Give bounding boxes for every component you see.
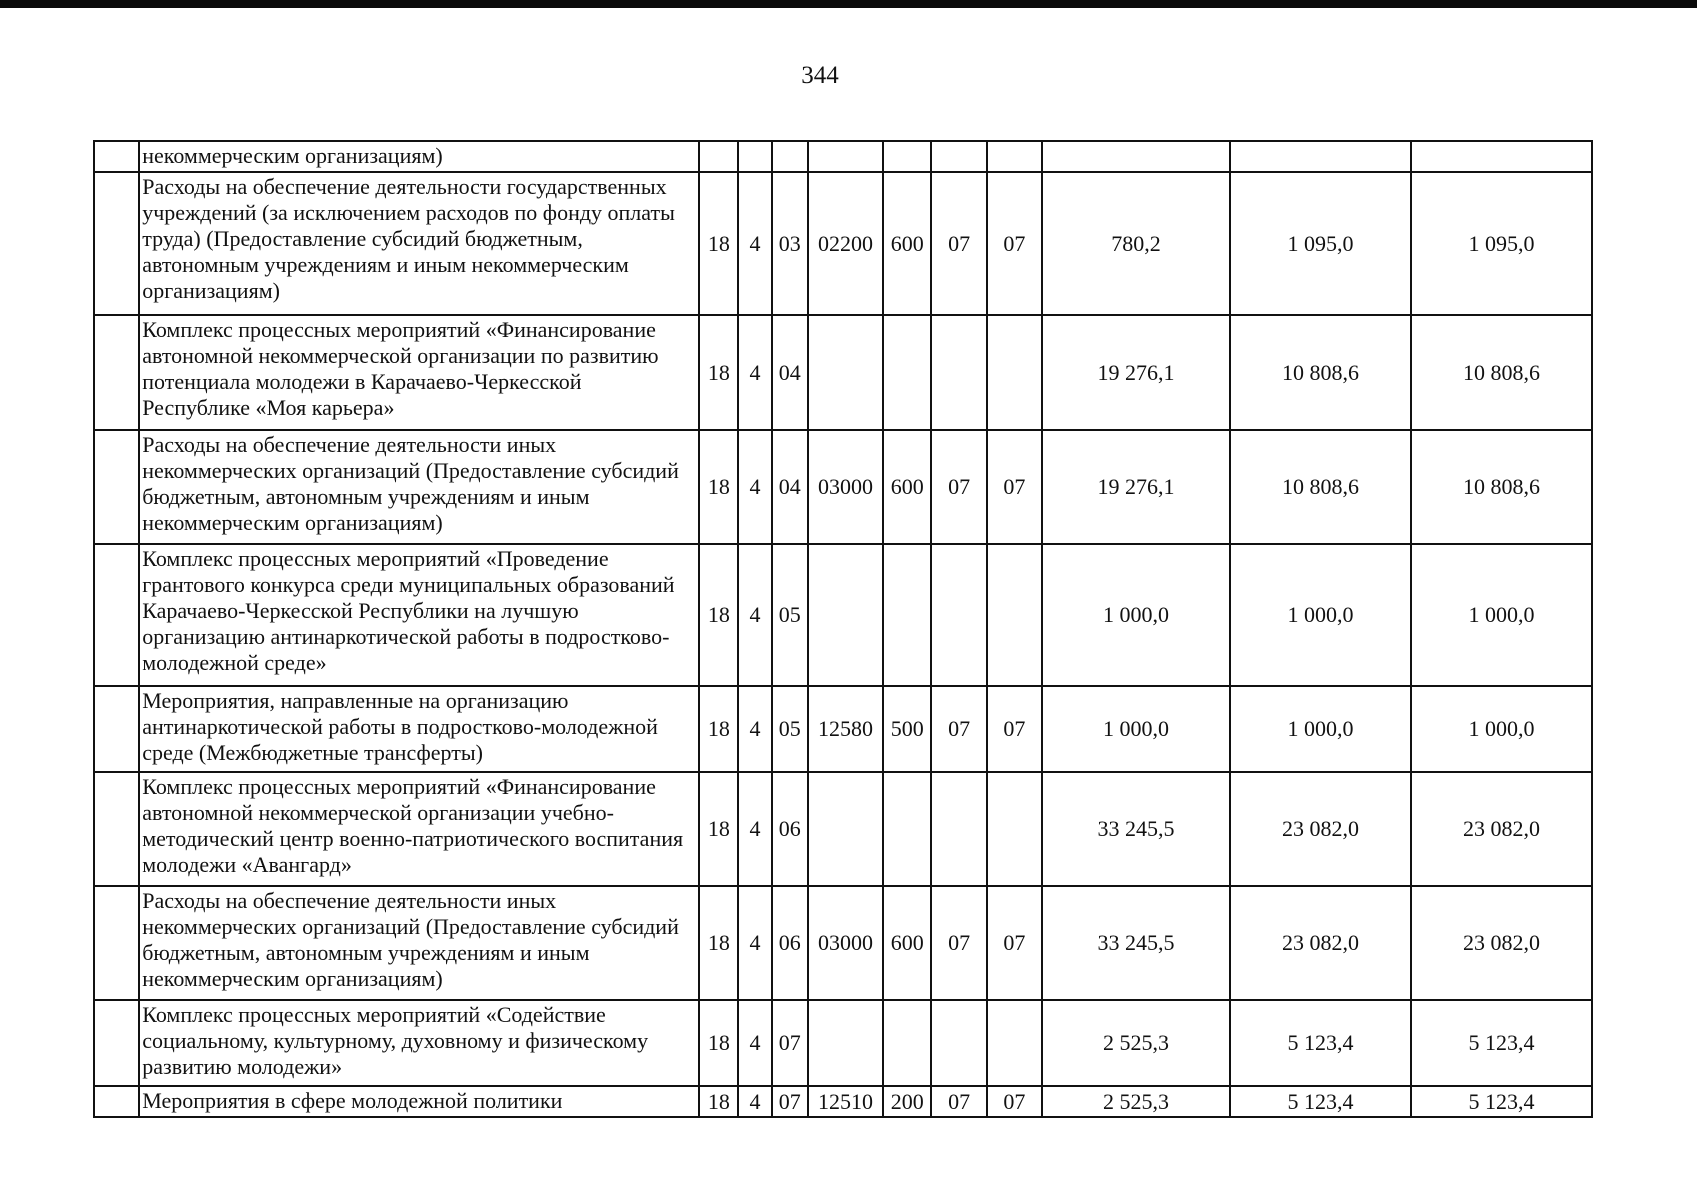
amount-cell-3: 1 000,0 — [1411, 686, 1592, 772]
code-cell — [808, 1000, 883, 1086]
code-cell: 600 — [883, 430, 931, 544]
amount-cell-1 — [1042, 141, 1230, 172]
code-cell — [931, 544, 986, 686]
row-marker-cell — [94, 1000, 139, 1086]
amount-cell-2: 1 095,0 — [1230, 172, 1411, 315]
row-name: некоммерческим организациям) — [139, 141, 699, 172]
code-cell: 18 — [699, 886, 738, 1000]
row-name: Расходы на обеспечение деятельности иных некоммерческих организаций (Предоставление субсидий бюджетным, автономным учреждениям и иным некоммерческим организациям) — [139, 430, 699, 544]
code-cell: 500 — [883, 686, 931, 772]
amount-cell-2: 1 000,0 — [1230, 544, 1411, 686]
code-cell — [883, 141, 931, 172]
code-cell: 18 — [699, 772, 738, 886]
code-cell: 07 — [987, 686, 1042, 772]
code-cell — [987, 544, 1042, 686]
amount-cell-1: 780,2 — [1042, 172, 1230, 315]
code-cell: 18 — [699, 172, 738, 315]
amount-cell-3: 10 808,6 — [1411, 430, 1592, 544]
code-cell: 07 — [931, 886, 986, 1000]
code-cell — [987, 1000, 1042, 1086]
amount-cell-1: 33 245,5 — [1042, 886, 1230, 1000]
code-cell: 4 — [738, 544, 771, 686]
code-cell: 07 — [987, 1086, 1042, 1117]
code-cell: 07 — [772, 1086, 808, 1117]
amount-cell-1: 2 525,3 — [1042, 1000, 1230, 1086]
amount-cell-2: 23 082,0 — [1230, 886, 1411, 1000]
code-cell: 4 — [738, 1000, 771, 1086]
code-cell: 04 — [772, 315, 808, 430]
code-cell: 04 — [772, 430, 808, 544]
amount-cell-3: 23 082,0 — [1411, 772, 1592, 886]
code-cell: 07 — [931, 1086, 986, 1117]
code-cell: 600 — [883, 172, 931, 315]
row-name: Комплекс процессных мероприятий «Проведение грантового конкурса среди муниципальных образований Карачаево-Черкесской Республики на лучшую организацию антинаркотической работы в подростково-молодежной среде» — [139, 544, 699, 686]
code-cell: 200 — [883, 1086, 931, 1117]
code-cell: 12510 — [808, 1086, 883, 1117]
amount-cell-1: 2 525,3 — [1042, 1086, 1230, 1117]
row-name: Расходы на обеспечение деятельности государственных учреждений (за исключением расходов по фонду оплаты труда) (Предоставление субсидий бюджетным, автономным учреждениям и иным некоммерческим организациям) — [139, 172, 699, 315]
code-cell: 07 — [987, 430, 1042, 544]
amount-cell-1: 33 245,5 — [1042, 772, 1230, 886]
table-row — [94, 686, 1592, 772]
amount-cell-3 — [1411, 141, 1592, 172]
amount-cell-2: 5 123,4 — [1230, 1000, 1411, 1086]
code-cell: 600 — [883, 886, 931, 1000]
code-cell: 06 — [772, 886, 808, 1000]
code-cell: 03000 — [808, 430, 883, 544]
table-body — [94, 141, 1592, 1117]
code-cell — [808, 544, 883, 686]
page-number: 344 — [801, 62, 839, 89]
row-name: Комплекс процессных мероприятий «Финансирование автономной некоммерческой организации по развитию потенциала молодежи в Карачаево-Черкесской Республике «Моя карьера» — [139, 315, 699, 430]
code-cell: 18 — [699, 1000, 738, 1086]
code-cell — [931, 1000, 986, 1086]
row-marker-cell — [94, 141, 139, 172]
code-cell: 18 — [699, 1086, 738, 1117]
amount-cell-1: 19 276,1 — [1042, 430, 1230, 544]
amount-cell-2: 1 000,0 — [1230, 686, 1411, 772]
row-name: Мероприятия в сфере молодежной политики — [139, 1086, 699, 1117]
table-row — [94, 772, 1592, 886]
code-cell: 03000 — [808, 886, 883, 1000]
row-marker-cell — [94, 544, 139, 686]
amount-cell-2: 10 808,6 — [1230, 430, 1411, 544]
code-cell — [987, 772, 1042, 886]
code-cell: 06 — [772, 772, 808, 886]
table-row — [94, 172, 1592, 315]
budget-table — [93, 140, 1593, 1118]
code-cell: 18 — [699, 686, 738, 772]
code-cell — [883, 544, 931, 686]
table-row — [94, 1000, 1592, 1086]
amount-cell-3: 1 095,0 — [1411, 172, 1592, 315]
amount-cell-2: 23 082,0 — [1230, 772, 1411, 886]
code-cell: 07 — [931, 172, 986, 315]
row-marker-cell — [94, 172, 139, 315]
code-cell: 4 — [738, 886, 771, 1000]
amount-cell-3: 1 000,0 — [1411, 544, 1592, 686]
code-cell: 03 — [772, 172, 808, 315]
row-marker-cell — [94, 430, 139, 544]
row-name: Комплекс процессных мероприятий «Финансирование автономной некоммерческой организации учебно-методический центр военно-патриотического воспитания молодежи «Авангард» — [139, 772, 699, 886]
amount-cell-2 — [1230, 141, 1411, 172]
code-cell: 4 — [738, 172, 771, 315]
code-cell: 4 — [738, 430, 771, 544]
amount-cell-3: 5 123,4 — [1411, 1000, 1592, 1086]
code-cell: 05 — [772, 686, 808, 772]
row-marker-cell — [94, 315, 139, 430]
code-cell — [931, 772, 986, 886]
code-cell: 4 — [738, 686, 771, 772]
table-row — [94, 315, 1592, 430]
amount-cell-3: 23 082,0 — [1411, 886, 1592, 1000]
scan-top-edge — [0, 0, 1697, 8]
amount-cell-3: 10 808,6 — [1411, 315, 1592, 430]
row-name: Мероприятия, направленные на организацию антинаркотической работы в подростково-молодежной среде (Межбюджетные трансферты) — [139, 686, 699, 772]
row-marker-cell — [94, 886, 139, 1000]
code-cell: 18 — [699, 544, 738, 686]
code-cell — [883, 315, 931, 430]
table-row — [94, 430, 1592, 544]
row-marker-cell — [94, 772, 139, 886]
code-cell — [987, 141, 1042, 172]
code-cell: 18 — [699, 315, 738, 430]
code-cell: 02200 — [808, 172, 883, 315]
amount-cell-1: 1 000,0 — [1042, 686, 1230, 772]
amount-cell-2: 5 123,4 — [1230, 1086, 1411, 1117]
code-cell — [931, 315, 986, 430]
code-cell: 07 — [931, 430, 986, 544]
code-cell: 4 — [738, 1086, 771, 1117]
code-cell — [931, 141, 986, 172]
amount-cell-1: 19 276,1 — [1042, 315, 1230, 430]
code-cell — [808, 315, 883, 430]
table-row — [94, 141, 1592, 172]
row-name: Расходы на обеспечение деятельности иных некоммерческих организаций (Предоставление субсидий бюджетным, автономным учреждениям и иным некоммерческим организациям) — [139, 886, 699, 1000]
row-marker-cell — [94, 686, 139, 772]
code-cell — [987, 315, 1042, 430]
code-cell — [772, 141, 808, 172]
code-cell: 07 — [987, 172, 1042, 315]
code-cell: 07 — [772, 1000, 808, 1086]
code-cell: 4 — [738, 772, 771, 886]
row-marker-cell — [94, 1086, 139, 1117]
code-cell: 18 — [699, 430, 738, 544]
row-name: Комплекс процессных мероприятий «Содействие социальному, культурному, духовному и физическому развитию молодежи» — [139, 1000, 699, 1086]
code-cell: 07 — [987, 886, 1042, 1000]
amount-cell-1: 1 000,0 — [1042, 544, 1230, 686]
code-cell — [883, 772, 931, 886]
amount-cell-2: 10 808,6 — [1230, 315, 1411, 430]
table-row — [94, 886, 1592, 1000]
code-cell: 4 — [738, 315, 771, 430]
code-cell: 07 — [931, 686, 986, 772]
code-cell: 12580 — [808, 686, 883, 772]
table-row — [94, 1086, 1592, 1117]
code-cell — [738, 141, 771, 172]
code-cell: 05 — [772, 544, 808, 686]
code-cell — [699, 141, 738, 172]
table-row — [94, 544, 1592, 686]
code-cell — [883, 1000, 931, 1086]
code-cell — [808, 141, 883, 172]
amount-cell-3: 5 123,4 — [1411, 1086, 1592, 1117]
code-cell — [808, 772, 883, 886]
